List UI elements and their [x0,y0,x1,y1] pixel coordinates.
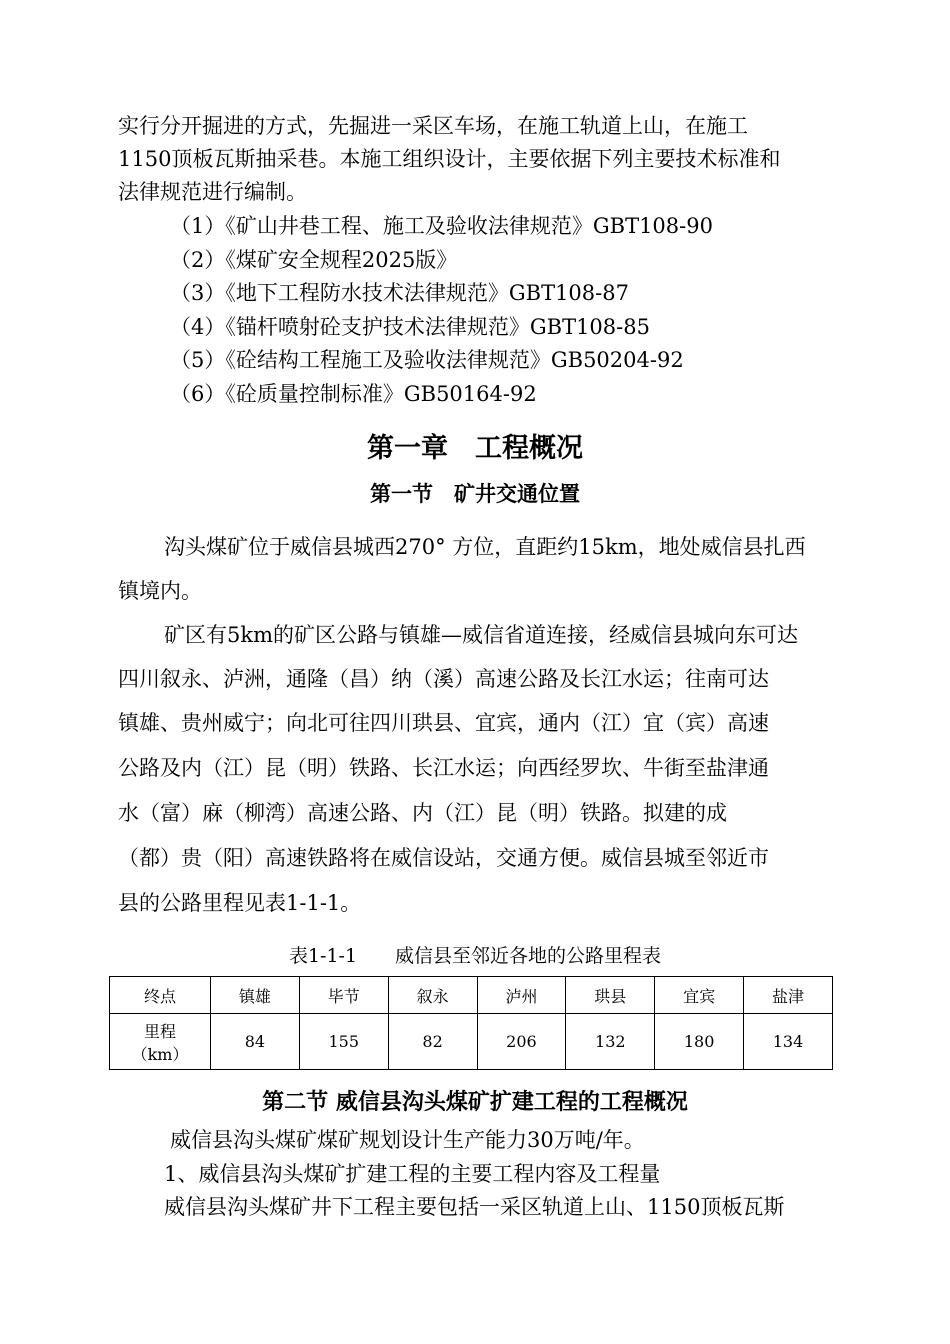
table-cell: 206 [477,1014,566,1070]
header-cell: 终点 [110,977,211,1014]
text-line: 公路及内（江）昆（明）铁路、长江水运；向西经罗坎、牛街至盐津通 [118,756,769,780]
list-item: （3）《地下工程防水技术法律规范》GBT108-87 [170,281,629,305]
list-item: （5）《砼结构工程施工及验收法律规范》GB50204-92 [170,348,684,372]
text-line: 水（富）麻（柳湾）高速公路、内（江）昆（明）铁路。拟建的成 [118,801,727,825]
list-item: （6）《砼质量控制标准》GB50164-92 [170,382,537,406]
text-line: 矿区有5km的矿区公路与镇雄—威信省道连接，经威信县城向东可达 [164,623,798,647]
distance-table [109,976,833,1070]
section-title: 第一节 矿井交通位置 [370,482,580,506]
table-cell: 180 [655,1014,744,1070]
list-item: （1）《矿山井巷工程、施工及验收法律规范》GBT108-90 [170,214,713,238]
header-cell: 宜宾 [655,977,744,1014]
row-label: 里程 [143,1021,176,1041]
header-cell: 珙县 [566,977,655,1014]
table-cell: 155 [299,1014,388,1070]
text-line: 威信县沟头煤矿井下工程主要包括一采区轨道上山、1150顶板瓦斯 [164,1195,785,1219]
table-cell: 84 [211,1014,300,1070]
table-row [110,1014,833,1070]
text-line: 镇境内。 [118,579,202,603]
text-line: 实行分开掘进的方式，先掘进一采区车场，在施工轨道上山，在施工 [118,114,748,138]
text-line: 沟头煤矿位于威信县城西270° 方位，直距约15km，地处威信县扎西 [164,535,806,559]
row-label-cell [110,1014,211,1070]
text-line: 法律规范进行编制。 [118,180,307,204]
chapter-title: 第一章 工程概况 [367,433,583,464]
header-cell: 盐津 [744,977,833,1014]
header-cell: 泸州 [477,977,566,1014]
table-cell: 82 [388,1014,477,1070]
table-cell: 134 [744,1014,833,1070]
table-cell: 132 [566,1014,655,1070]
text-line: 镇雄、贵州威宁；向北可往四川珙县、宜宾，通内（江）宜（宾）高速 [118,711,769,735]
header-cell: 毕节 [299,977,388,1014]
row-label-unit: （km） [131,1044,189,1064]
text-line: 1、威信县沟头煤矿扩建工程的主要工程内容及工程量 [164,1162,661,1186]
text-line: 1150顶板瓦斯抽采巷。本施工组织设计，主要依据下列主要技术标准和 [118,147,781,171]
text-line: （都）贵（阳）高速铁路将在威信设站，交通方便。威信县城至邻近市 [118,846,769,870]
text-line: 威信县沟头煤矿煤矿规划设计生产能力30万吨/年。 [170,1128,645,1152]
text-line: 四川叙永、泸洲，通隆（昌）纳（溪）高速公路及长江水运；往南可达 [118,667,769,691]
list-item: （2）《煤矿安全规程2025版》 [170,248,458,272]
header-cell: 叙永 [388,977,477,1014]
list-item: （4）《锚杆喷射砼支护技术法律规范》GBT108-85 [170,315,650,339]
header-cell: 镇雄 [211,977,300,1014]
section-title: 第二节 威信县沟头煤矿扩建工程的工程概况 [262,1090,688,1115]
table-caption: 表1-1-1 威信县至邻近各地的公路里程表 [288,945,662,967]
text-line: 县的公路里程见表1-1-1。 [118,891,362,915]
table-header-row [110,977,833,1014]
